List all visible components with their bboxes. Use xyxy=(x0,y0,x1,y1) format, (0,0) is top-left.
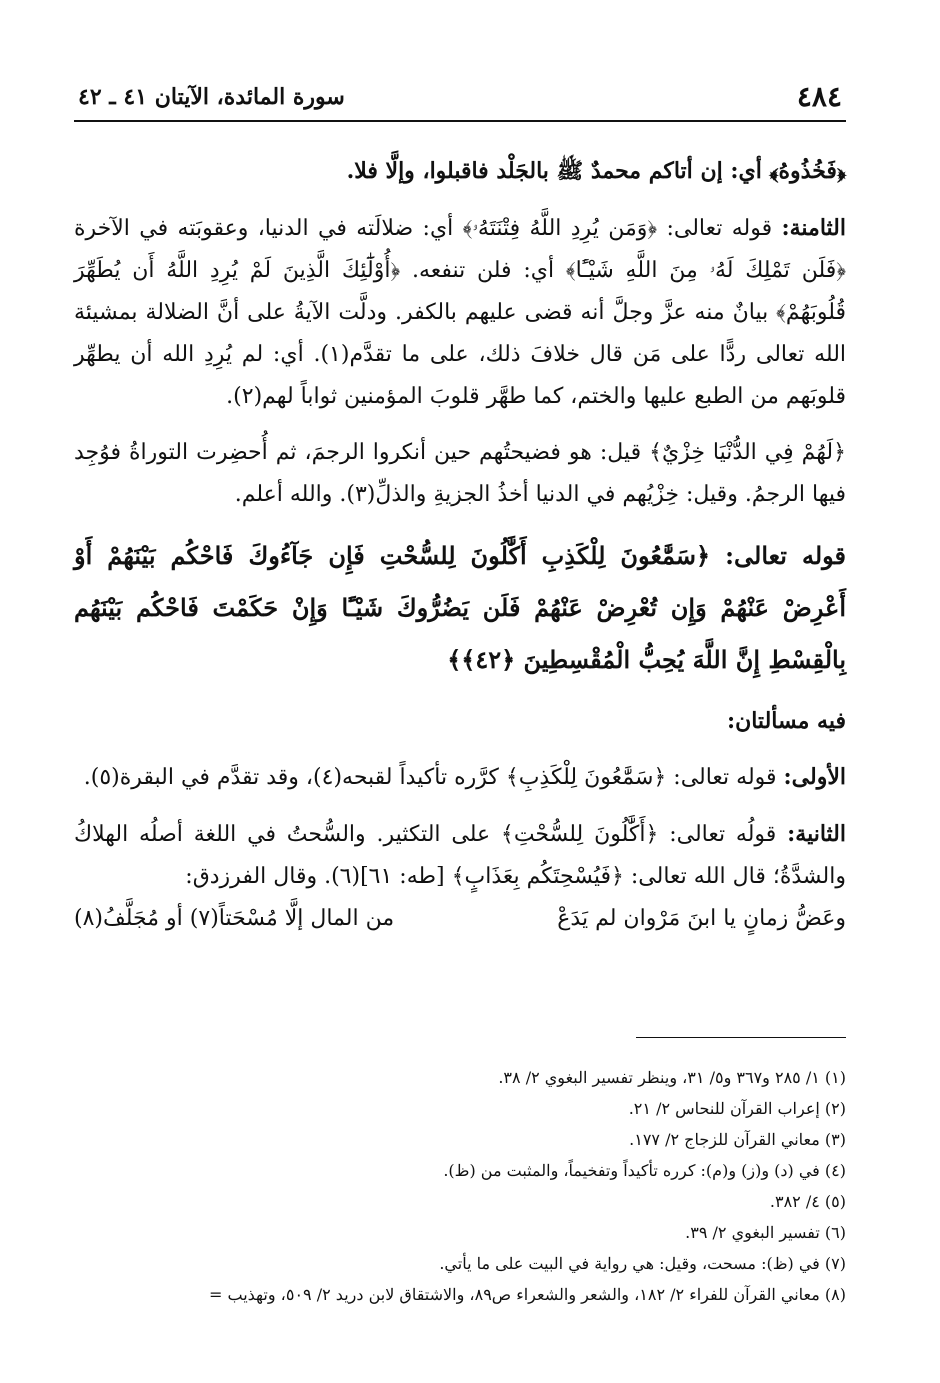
footnote-4: (٤) في (د) و(ز) و(م): كرره تأكيداً وتفخيماً، والمثبت من (ظ). xyxy=(443,1161,846,1180)
footnote-6: (٦) تفسير البغوي ٢/ ٣٩. xyxy=(685,1223,846,1242)
footnotes xyxy=(74,1062,846,1310)
page-number: ٤٨٤ xyxy=(796,80,842,113)
footnote-5: (٥) ٤/ ٣٨٢. xyxy=(769,1192,846,1211)
poem-first-hemistich: وعَضُّ زمانٍ يا ابنَ مَرْوان لم يَدَعْ xyxy=(557,906,846,931)
footnote-rule xyxy=(636,1037,846,1038)
paragraph-first-text: قوله تعالى: ﴿سَمَّٰعُونَ لِلْكَذِبِ﴾ كرَّره تأكيداً لقبحه(٤)، وقد تقدَّم في البقرة(٥). xyxy=(83,765,777,790)
footnote-2: (٢) إعراب القرآن للنحاس ٢/ ٢١. xyxy=(628,1099,846,1118)
book-page xyxy=(74,0,846,1383)
verse-text: ﴿سَمَّٰعُونَ لِلْكَذِبِ أَكَّٰلُونَ لِلسُّحْتِ فَإِن جَآءُوكَ فَاحْكُم بَيْنَهُمْ أَوْ أَعْرِضْ عَنْهُمْ وَإِن تُعْرِضْ عَنْهُمْ فَلَن يَضُرُّوكَ شَيْـًٔا وَإِنْ حَكَمْتَ فَاحْكُم بَيْنَهُم بِالْقِسْطِ إِنَّ اللَّهَ يُحِبُّ الْمُقْسِطِينَ ﴿٤٢﴾﴾ xyxy=(74,541,846,674)
poem-second-hemistich: من المال إلَّا مُسْحَتاً(٧) أو مُجَلَّفُ(٨) xyxy=(74,906,395,931)
quran-verse-block xyxy=(74,530,846,686)
poem-verse xyxy=(74,898,846,940)
paragraph-1 xyxy=(74,150,846,193)
verse-label: قوله تعالى: xyxy=(725,541,847,570)
paragraph-eighth-text: قوله تعالى: ﴿وَمَن يُرِدِ اللَّهُ فِتْنَتَهُۥ﴾ أي: ضلالَته في الدنيا، وعقوبَته في الآخرة ﴿فَلَن تَمْلِكَ لَهُۥ مِنَ اللَّهِ شَيْـًٔا﴾ أي: فلن تنفعه. ﴿أُوْلَٰٓئِكَ الَّذِينَ لَمْ يُرِدِ اللَّهُ أَن يُطَهِّرَ قُلُوبَهُمْ﴾ بيانٌ منه عزَّ وجلَّ أنه قضى عليهم بالكفر. ودلَّت الآيةُ على أنَّ الضلالة بمشيئة الله تعالى ردًّا على مَن قال خلافَ ذلك، على ما تقدَّم(١). أي: لم يُرِدِ الله أن يطهِّر قلوبَهم من الطبع عليها والختم، كما طهَّر قلوبَ المؤمنين ثواباً لهم(٢). xyxy=(74,216,847,409)
footnote-1: (١) ١/ ٢٨٥ و٣٦٧ و٥/ ٣١، وينظر تفسير البغوي ٢/ ٣٨. xyxy=(498,1068,846,1087)
footnote-8: (٨) معاني القرآن للفراء ٢/ ١٨٢، والشعر والشعراء ص٨٩، والاشتقاق لابن دريد ٢/ ٥٠٩، وتهذيب = xyxy=(208,1285,846,1304)
paragraph-khizy xyxy=(74,432,846,516)
paragraph-1-text: ﴿فَخُذُوهُ﴾ أي: إن أتاكم محمدٌ ﷺ بالجَلْد فاقبلوا، وإلَّا فلا. xyxy=(346,158,846,184)
paragraph-second-label: الثانية: xyxy=(787,821,846,847)
main-text xyxy=(74,150,846,940)
paragraph-first xyxy=(74,756,846,799)
running-title: سورة المائدة، الآيتان ٤١ ـ ٤٢ xyxy=(78,84,345,110)
footnote-3: (٣) معاني القرآن للزجاج ٢/ ١٧٧. xyxy=(629,1130,846,1149)
paragraph-second xyxy=(74,813,846,898)
footnote-7: (٧) في (ظ): مسحت، وقيل: هي رواية في البيت على ما يأتي. xyxy=(439,1254,846,1273)
paragraph-eighth xyxy=(74,207,846,418)
header-rule xyxy=(74,120,846,122)
page-header xyxy=(74,80,846,114)
section-subheading: فيه مسألتان: xyxy=(726,708,846,734)
paragraph-first-label: الأولى: xyxy=(783,764,846,790)
paragraph-second-text: قولُه تعالى: ﴿أَكَّٰلُونَ لِلسُّحْتِ﴾ على التكثير. والسُّحتُ في اللغة أصلُه الهلاكُ والشدَّةُ؛ قال الله تعالى: ﴿فَيُسْحِتَكُم بِعَذَابٍ﴾ [طه: ٦١](٦). وقال الفرزدق: xyxy=(74,822,846,889)
paragraph-eighth-label: الثامنة: xyxy=(781,215,846,241)
paragraph-khizy-text: ﴿لَهُمْ فِي الدُّنْيَا خِزْيٌ﴾ قيل: هو فضيحتُهم حين أنكروا الرجمَ، ثم أُحضِرت التوراةُ فوُجِد فيها الرجمُ. وقيل: خِزْيُهم في الدنيا أخذُ الجزيةِ والذلِّ(٣). والله أعلم. xyxy=(74,440,846,507)
